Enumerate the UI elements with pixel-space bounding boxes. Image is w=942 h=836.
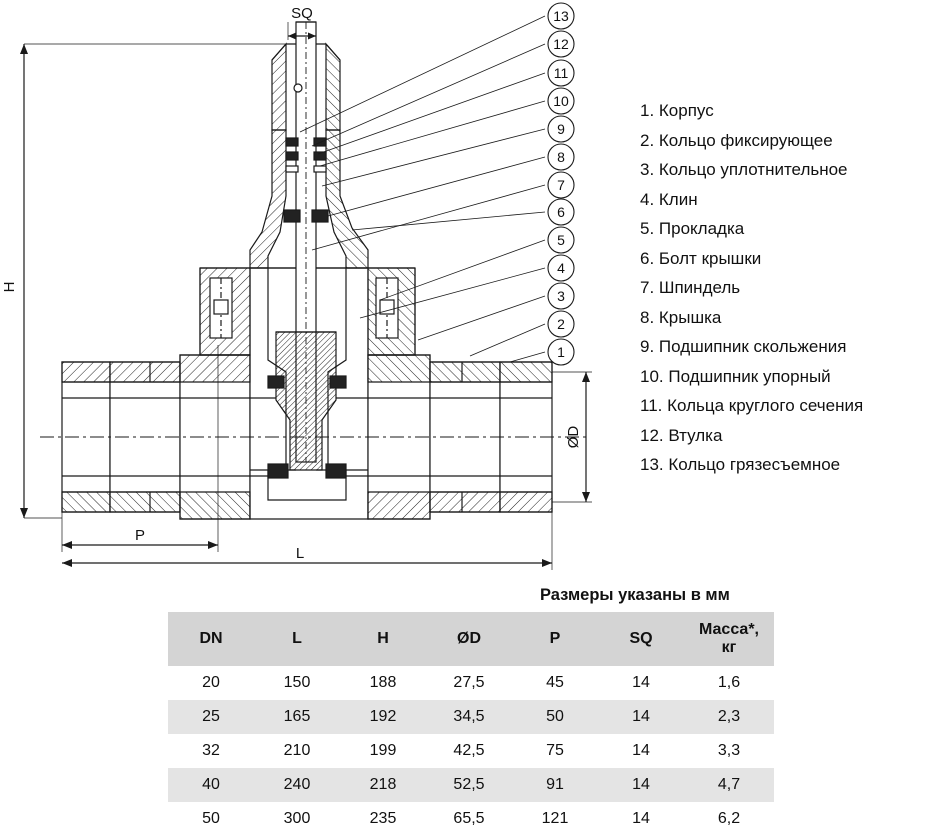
balloon-7: 7 [557, 177, 565, 193]
cell-p: 121 [512, 802, 598, 836]
dimension-label-l: L [295, 545, 305, 562]
legend-item-6: 6. Болт крышки [640, 248, 762, 268]
cell-sq: 14 [598, 802, 684, 836]
cell-sq: 14 [598, 700, 684, 734]
cell-h: 188 [340, 666, 426, 700]
balloon-11: 11 [553, 65, 569, 81]
dimension-label-d: ØD [565, 425, 582, 449]
cell-p: 75 [512, 734, 598, 768]
parts-legend [640, 96, 930, 480]
cell-p: 91 [512, 768, 598, 802]
balloon-13: 13 [553, 8, 569, 24]
cell-l: 210 [254, 734, 340, 768]
legend-item-2: 2. Кольцо фиксирующее [640, 130, 833, 150]
cell-d: 27,5 [426, 666, 512, 700]
dimension-label-h: H [1, 281, 18, 293]
column-header-sq: SQ [598, 612, 684, 666]
cell-mass: 2,3 [684, 700, 774, 734]
balloon-12: 12 [553, 36, 569, 52]
column-header-mass-line2: кг [721, 639, 737, 656]
cell-h: 199 [340, 734, 426, 768]
cell-d: 65,5 [426, 802, 512, 836]
table-caption: Размеры указаны в мм [540, 586, 730, 604]
balloon-4: 4 [557, 260, 565, 276]
cell-l: 165 [254, 700, 340, 734]
cell-sq: 14 [598, 734, 684, 768]
dimension-label-p: P [134, 527, 146, 544]
legend-item-5: 5. Прокладка [640, 219, 745, 238]
legend-item-11: 11. Кольца круглого сечения [640, 396, 864, 415]
column-header-h: H [340, 612, 426, 666]
cell-h: 235 [340, 802, 426, 836]
legend-item-10: 10. Подшипник упорный [640, 366, 831, 386]
balloon-8: 8 [557, 149, 565, 165]
legend-item-7: 7. Шпиндель [640, 278, 741, 297]
cell-d: 34,5 [426, 700, 512, 734]
table-row [168, 768, 774, 802]
cell-p: 45 [512, 666, 598, 700]
legend-item-3: 3. Кольцо уплотнительное [640, 160, 848, 179]
column-header-l: L [254, 612, 340, 666]
cell-dn: 40 [168, 768, 254, 802]
balloon-9: 9 [557, 121, 565, 137]
balloon-3: 3 [557, 288, 565, 304]
column-header-d: ØD [426, 612, 512, 666]
cell-sq: 14 [598, 666, 684, 700]
balloon-10: 10 [553, 93, 569, 109]
balloon-1: 1 [557, 344, 565, 360]
legend-item-13: 13. Кольцо грязесъемное [640, 455, 841, 474]
balloon-2: 2 [557, 316, 565, 332]
cell-d: 42,5 [426, 734, 512, 768]
legend-item-4: 4. Клин [640, 189, 698, 209]
cell-mass: 1,6 [684, 666, 774, 700]
table-row [168, 666, 774, 700]
cell-h: 218 [340, 768, 426, 802]
cell-dn: 32 [168, 734, 254, 768]
balloon-5: 5 [557, 232, 565, 248]
table-row [168, 734, 774, 768]
dimension-label-sq: SQ [291, 5, 313, 22]
column-header-p: P [512, 612, 598, 666]
cell-p: 50 [512, 700, 598, 734]
cell-mass: 3,3 [684, 734, 774, 768]
cell-d: 52,5 [426, 768, 512, 802]
legend-item-9: 9. Подшипник скольжения [640, 337, 847, 356]
table-row [168, 700, 774, 734]
cell-l: 300 [254, 802, 340, 836]
balloon-6: 6 [557, 204, 565, 220]
cell-mass: 4,7 [684, 768, 774, 802]
cell-dn: 25 [168, 700, 254, 734]
legend-item-12: 12. Втулка [640, 425, 723, 445]
column-header-mass-line1: Масса*, [699, 621, 759, 638]
cell-l: 150 [254, 666, 340, 700]
dimensions-table [168, 612, 774, 836]
legend-item-1: 1. Корпус [640, 101, 714, 120]
legend-item-8: 8. Крышка [640, 307, 722, 327]
table-header-row [168, 612, 774, 666]
cell-l: 240 [254, 768, 340, 802]
cell-sq: 14 [598, 768, 684, 802]
column-header-dn: DN [168, 612, 254, 666]
cell-mass: 6,2 [684, 802, 774, 836]
cell-dn: 20 [168, 666, 254, 700]
table-row [168, 802, 774, 836]
valve-section-drawing [0, 0, 620, 575]
cell-dn: 50 [168, 802, 254, 836]
column-header-mass [684, 612, 774, 666]
cell-h: 192 [340, 700, 426, 734]
